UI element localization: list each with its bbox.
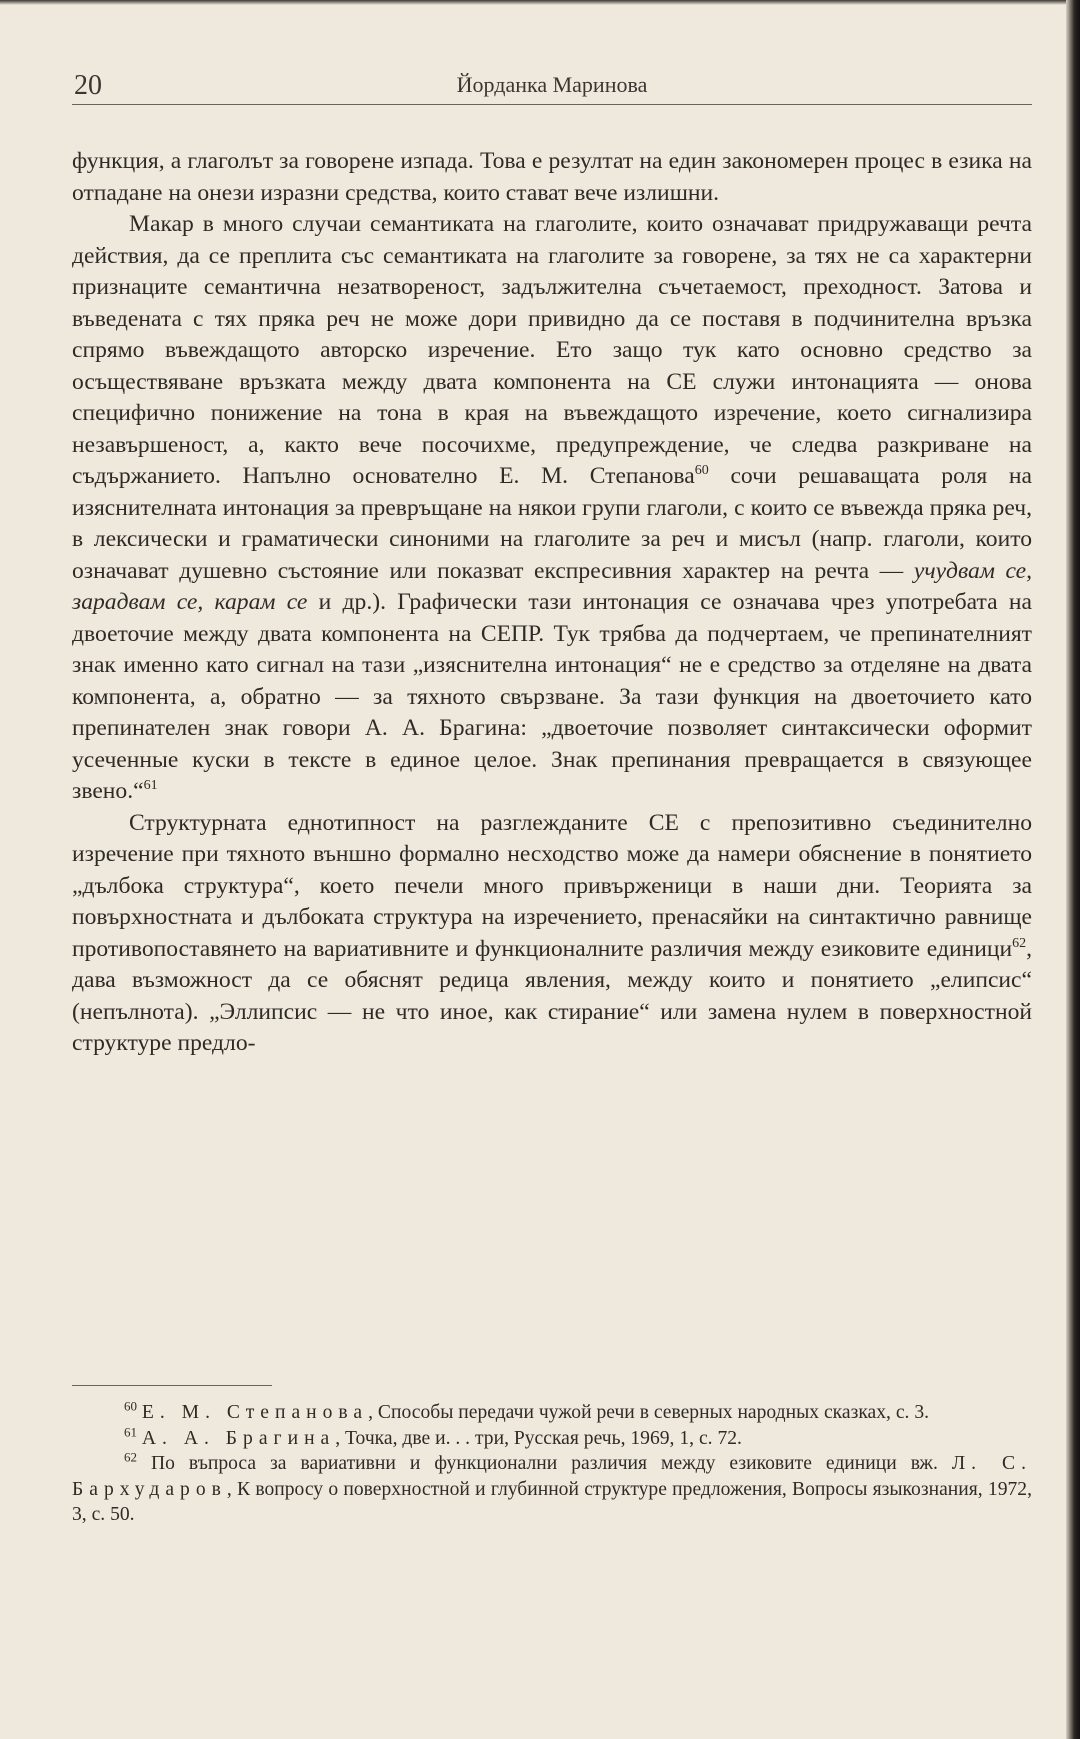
footnote-text: , Способы передачи чужой речи в северных народных сказках, с. 3. xyxy=(368,1402,930,1423)
footnote-number: 61 xyxy=(124,1423,137,1439)
footnote-pre: По въпроса за вариативни и функционални различия между езиковите единици вж. xyxy=(151,1453,952,1474)
footnotes xyxy=(72,1400,1032,1528)
paragraph-2-text-c: и др.). Графически тази интонация се означава чрез употребата на двоеточие между двата компонента на СЕПР. Тук трябва да подчертаем, че препинателният знак именно като сигнал на тази „изяснителна интонация“ не е средство за отделяне на двата компонента, а, обратно — за тяхното свързване. За тази функция на двоеточието като препинателен знак говори А. А. Брагина: „двоеточие позволяет синтаксически оформит усеченные куски в тексте в единое целое. Знак препинания превращается в связующее звено.“ xyxy=(72,589,1032,804)
page-header xyxy=(72,68,1032,102)
footnote-number: 60 xyxy=(124,1398,137,1414)
footnote-author: А. А. Брагина xyxy=(141,1427,336,1449)
paragraph-3-text-b: , дава възможност да се обяснят редица явления, между които и понятието „елипсис“ (непълнота). „Эллипсис — не что иное, как стирание“ или замена нулем в поверхностной структуре предло- xyxy=(72,935,1032,1056)
main-text xyxy=(72,146,1032,1060)
footnote-60 xyxy=(72,1400,1032,1426)
footnote-author: Е. М. Степанова xyxy=(141,1402,369,1423)
footnote-ref-62: 62 xyxy=(1012,935,1027,951)
footnote-61 xyxy=(72,1423,1032,1452)
paragraph-1-text: функция, а глаголът за говорене изпада. Това е резултат на един закономерен процес в езика на отпадане на онези изразни средства, които стават вече излишни. xyxy=(72,148,1032,206)
footnote-ref-60: 60 xyxy=(694,463,709,479)
footnote-text: , Точка, две и. . . три, Русская речь, 1969, 1, с. 72. xyxy=(335,1427,742,1449)
running-title: Йорданка Маринова xyxy=(456,72,648,97)
header-rule xyxy=(72,104,1032,105)
paragraph-1 xyxy=(72,146,1032,209)
footnote-62 xyxy=(72,1451,1032,1528)
footnote-number: 62 xyxy=(124,1449,137,1465)
footnote-rule xyxy=(72,1385,272,1386)
page-number: 20 xyxy=(74,70,102,101)
paragraph-2-text-a: Макар в много случаи семантиката на глаголите, които означават придружаващи речта действия, да се преплита със семантиката на глаголите за говорене, за тях не са характерни признаците семантична незатвореност, задължителна съчетаемост, преходност. Затова и въведената с тях пряка реч не може дори привидно да се поставя в подчинителна връзка спрямо въвеждащото авторско изречение. Ето защо тук като основно средство за осъществяване връзката между двата компонента на СЕ служи интонацията — онова специфично понижение на тона в края на въвеждащото изречение, което сигнализира незавършеност, а, както вече посочихме, предупреждение, че следва разкриване на съдържанието. Напълно основателно Е. М. Степанова xyxy=(72,211,1032,489)
paragraph-3 xyxy=(72,808,1032,1060)
paragraph-3-text-a: Структурната еднотипност на разглежданите СЕ с препозитивно съединително изречение при тяхното външно формално несходство може да намери обяснение в понятието „дълбока структура“, което печели много привърженици в наши дни. Теорията за повърхностната и дълбоката структура на изречението, пренасяйки на синтактично равнище противопоставянето на вариативните и функционалните различия между езиковите единици xyxy=(72,809,1032,962)
paragraph-2-italic-examples: учудвам се, зарадвам се, карам се xyxy=(72,557,1032,615)
page-top-shadow xyxy=(0,0,1080,5)
footnote-ref-61: 61 xyxy=(143,778,158,794)
footnote-author: Л. С. Бархударов xyxy=(72,1453,1032,1500)
book-binding-edge xyxy=(1066,0,1080,1739)
paragraph-2-text-b: сочи решаващата роля на изяснителната интонация за превръщане на някои групи глаголи, с които се въвежда пряка реч, в лексически и граматически синоними на глаголите за реч и мисъл (напр. глаголи, които означават душевно състояние или показват експресивния характер на речта — xyxy=(72,463,1032,584)
paragraph-2 xyxy=(72,209,1032,808)
footnote-text: , К вопросу о поверхностной и глубинной структуре предложения, Вопросы языкознания, 1972, 3, с. 50. xyxy=(72,1478,1032,1525)
